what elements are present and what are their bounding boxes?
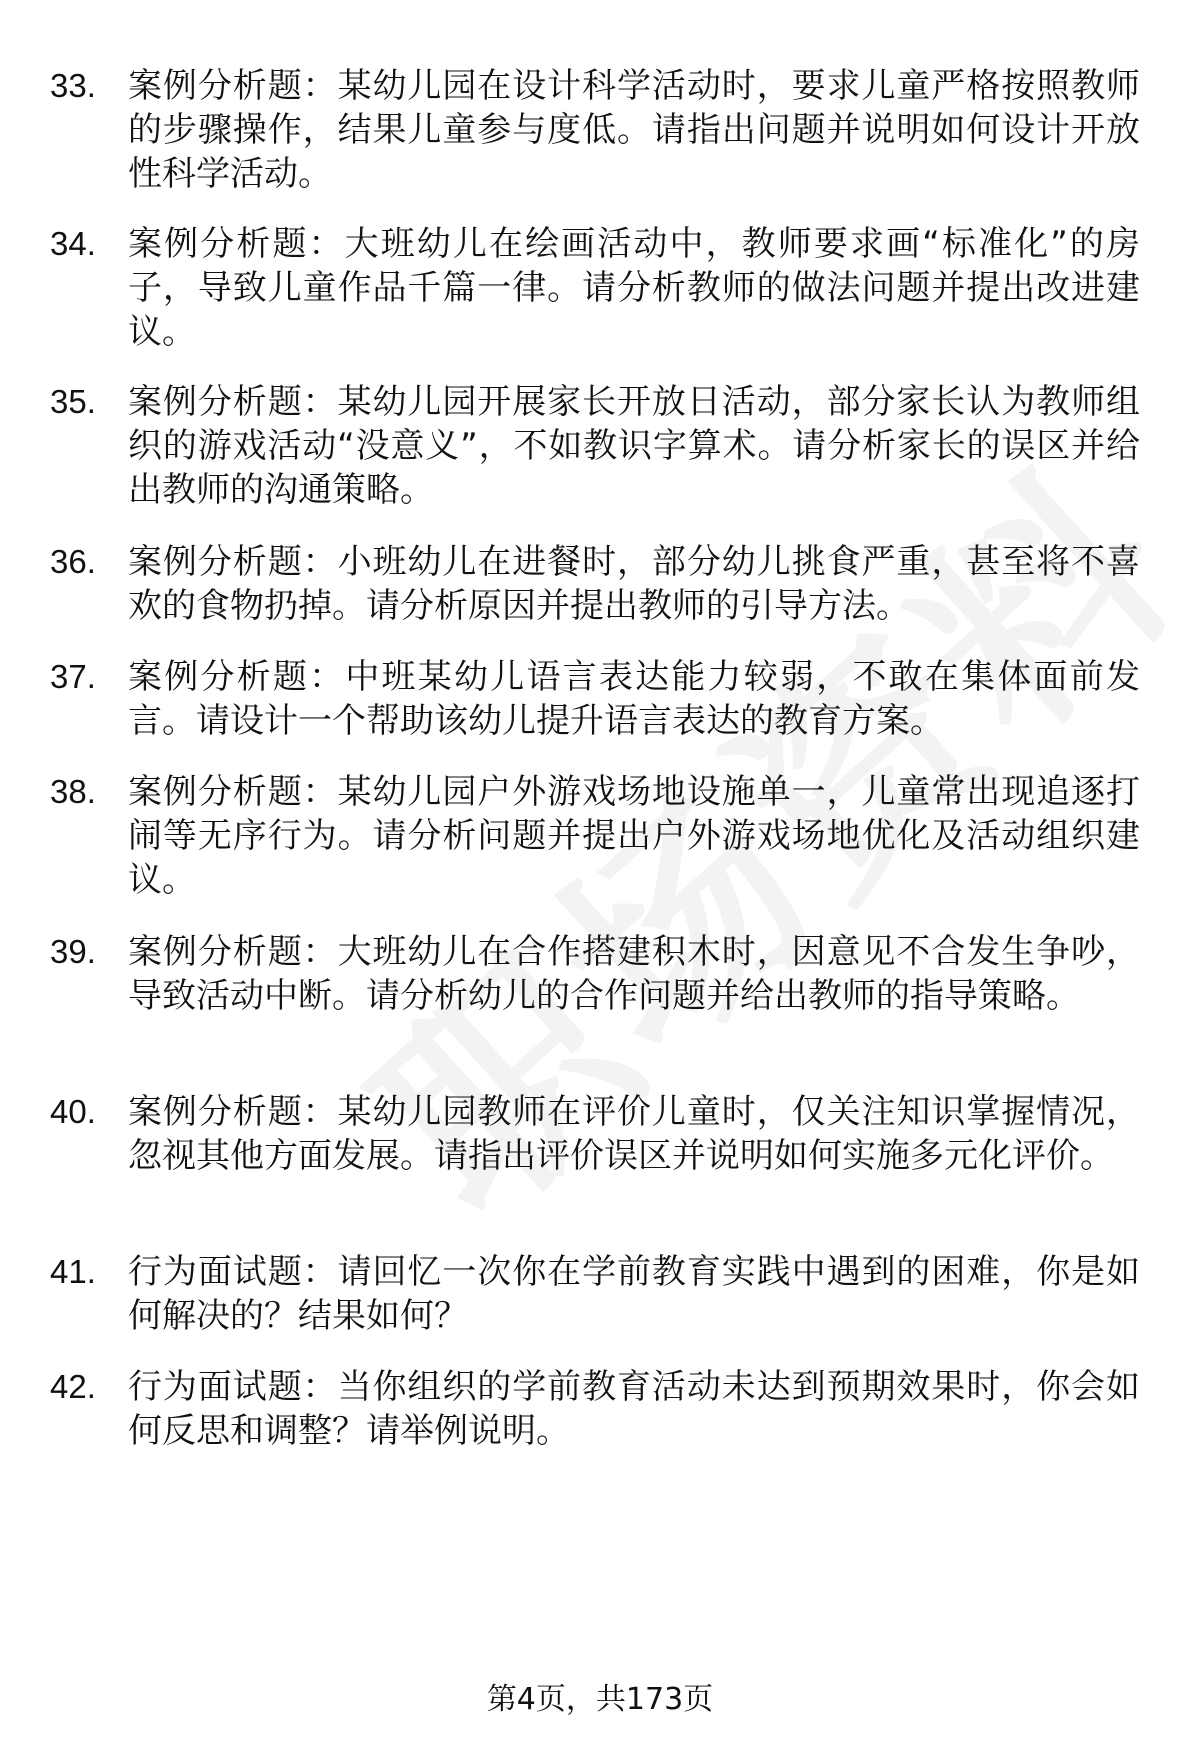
question-number: 33. — [50, 67, 96, 104]
question-text: 案例分析题：某幼儿园教师在评价儿童时，仅关注知识掌握情况，忽视其他方面发展。请指出评价误区并说明如何实施多元化评价。 — [128, 1092, 1140, 1176]
question-text: 案例分析题：某幼儿园在设计科学活动时，要求儿童严格按照教师的步骤操作，结果儿童参与度低。请指出问题并说明如何设计开放性科学活动。 — [128, 66, 1140, 194]
question-number: 42. — [50, 1368, 96, 1405]
question-text: 案例分析题：大班幼儿在绘画活动中，教师要求画“标准化”的房子，导致儿童作品千篇一律。请分析教师的做法问题并提出改进建议。 — [128, 224, 1140, 352]
question-number: 38. — [50, 773, 96, 810]
question-text: 案例分析题：大班幼儿在合作搭建积木时，因意见不合发生争吵，导致活动中断。请分析幼儿的合作问题并给出教师的指导策略。 — [128, 932, 1140, 1016]
question-text: 案例分析题：中班某幼儿语言表达能力较弱，不敢在集体面前发言。请设计一个帮助该幼儿提升语言表达的教育方案。 — [128, 657, 1140, 741]
page-number-label: 第4页，共173页 — [486, 1682, 714, 1717]
question-number: 36. — [50, 543, 96, 580]
page-footer — [0, 1680, 1200, 1720]
question-text: 案例分析题：某幼儿园户外游戏场地设施单一，儿童常出现追逐打闹等无序行为。请分析问题并提出户外游戏场地优化及活动组织建议。 — [128, 772, 1140, 900]
question-text: 行为面试题：请回忆一次你在学前教育实践中遇到的困难，你是如何解决的？结果如何？ — [128, 1252, 1140, 1336]
question-number: 35. — [50, 383, 96, 420]
question-number: 34. — [50, 225, 96, 262]
question-number: 39. — [50, 933, 96, 970]
question-text: 案例分析题：某幼儿园开展家长开放日活动，部分家长认为教师组织的游戏活动“没意义”，不如教识字算术。请分析家长的误区并给出教师的沟通策略。 — [128, 382, 1140, 510]
question-text: 行为面试题：当你组织的学前教育活动未达到预期效果时，你会如何反思和调整？请举例说明。 — [128, 1367, 1140, 1451]
question-number: 40. — [50, 1093, 96, 1130]
question-text: 案例分析题：小班幼儿在进餐时，部分幼儿挑食严重，甚至将不喜欢的食物扔掉。请分析原因并提出教师的引导方法。 — [128, 542, 1140, 626]
question-number: 37. — [50, 658, 96, 695]
question-number: 41. — [50, 1253, 96, 1290]
